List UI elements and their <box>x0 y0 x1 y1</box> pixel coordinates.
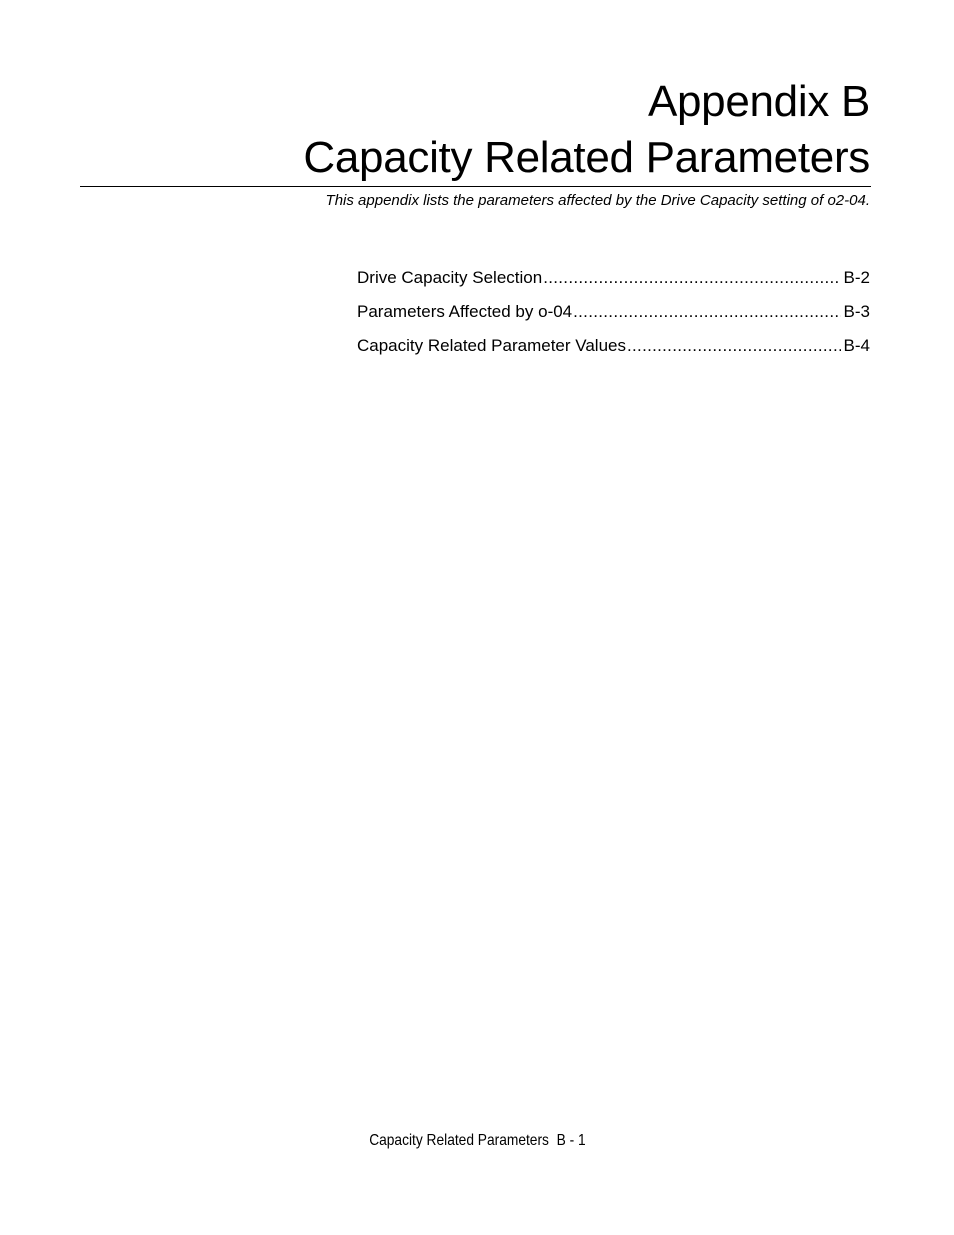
toc-entry-page: B-4 <box>843 336 870 355</box>
toc-entry-label: Drive Capacity Selection <box>357 268 543 287</box>
toc-dot-leader <box>543 266 840 290</box>
page-footer: Capacity Related Parameters B - 1 <box>369 1132 586 1149</box>
appendix-description: This appendix lists the parameters affected by the Drive Capacity setting of o2-04. <box>325 192 870 209</box>
toc-entry-capacity-related-values[interactable] <box>357 334 870 368</box>
header-divider <box>80 186 871 187</box>
toc-entry-label: Capacity Related Parameter Values <box>357 336 626 355</box>
toc-entry-parameters-affected[interactable] <box>357 300 870 334</box>
page-header <box>80 74 870 186</box>
toc-entry-page: B-3 <box>843 302 870 321</box>
toc-entry-drive-capacity-selection[interactable] <box>357 266 870 300</box>
toc-dot-leader <box>573 300 840 324</box>
appendix-title: Appendix B <box>647 77 870 126</box>
toc-entry-page: B-2 <box>843 268 870 287</box>
toc-dot-leader <box>627 334 841 358</box>
toc-entry-label: Parameters Affected by o-04 <box>357 302 573 321</box>
appendix-subject-title: Capacity Related Parameters <box>303 133 870 182</box>
table-of-contents <box>357 266 870 368</box>
